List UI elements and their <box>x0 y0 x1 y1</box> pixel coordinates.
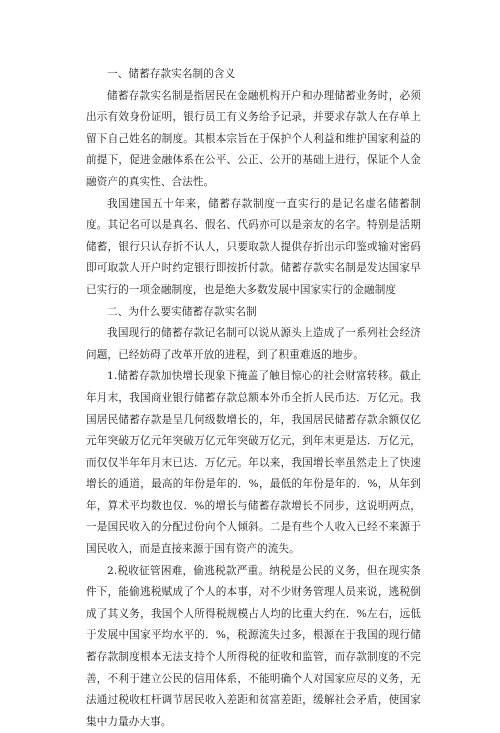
paragraph: 储蓄存款实名制是指居民在金融机构开户和办理储蓄业务时，必须出示有效身份证明，银行员工有义务给予记录，并要求存款人在存单上留下自己姓名的制度。其根本宗旨在于保护个人利益和维护国家利益的前提下，促进金融体系在公平、公正、公开的基础上进行，保证个人金融资产的真实性、合法性。 <box>86 89 421 188</box>
paragraph: 我国现行的储蓄存款记名制可以说从源头上造成了一系列社会经济问题，已经妨碍了改革开放的进程，到了积重难返的地步。 <box>86 327 421 361</box>
section-heading: 一、储蓄存款实名制的含义 <box>107 68 236 80</box>
paragraph: 我国建国五十年来，储蓄存款制度一直实行的是记名虚名储蓄制度。其记名可以是真名、假名、代码亦可以是亲友的名字。特别是活期储蓄，银行只认存折不认人，只要取款人提供存折出示印鉴或输对密码即可取款人开户时约定银行即按折付款。储蓄存款实名制是发达国家早已实行的一项金融制度，也是绝大多数发展中国家实行的金融制度 <box>86 197 421 296</box>
paragraph: 1.储蓄存款加快增长现象下掩盖了触目惊心的社会财富转移。截止年月末，我国商业银行储蓄存款总额本外币全折人民币达．万亿元。我国居民储蓄存款是呈几何级数增长的，年，我国居民储蓄存款余额仅亿元年突破万亿元年突破万亿元年突破万亿元，到年末更是达．万亿元，而仅仅半年年月末已达．万亿元。年以来，我国增长率虽然走上了快速增长的通道，最高的年份是年的．%，最低的年份是年的．%，从年到年，算术平均数也仅．%的增长与储蓄存款增长不同步，这说明两点，一是国民收入的分配过份向个人倾斜。二是有些个人收入已经不来源于国民收入，而是直接来源于国有资产的流失。 <box>86 370 421 556</box>
paragraph: 2.税收征管困难，偷逃税款严重。纳税是公民的义务，但在现实条件下，能偷逃税赋成了个人的本事，对不少财务管理人员来说，逃税倒成了其义务，我国个人所得税规模占人均的比重大约在．%左右，远低于发展中国家平均水平的．%，税源流失过多，根源在于我国的现行储蓄存款制度根本无法支持个人所得税的征收和监管，而存款制度的不完善，不利于建立公民的信用体系，不能明确个人对国家应尽的义务，无法通过税收杠杆调节居民收入差距和贫富差距，缓解社会矛盾，使国家集中力量办大事。 <box>86 564 421 728</box>
section-heading: 二、为什么要实储蓄存款实名制 <box>107 305 257 318</box>
document-body <box>86 64 421 733</box>
